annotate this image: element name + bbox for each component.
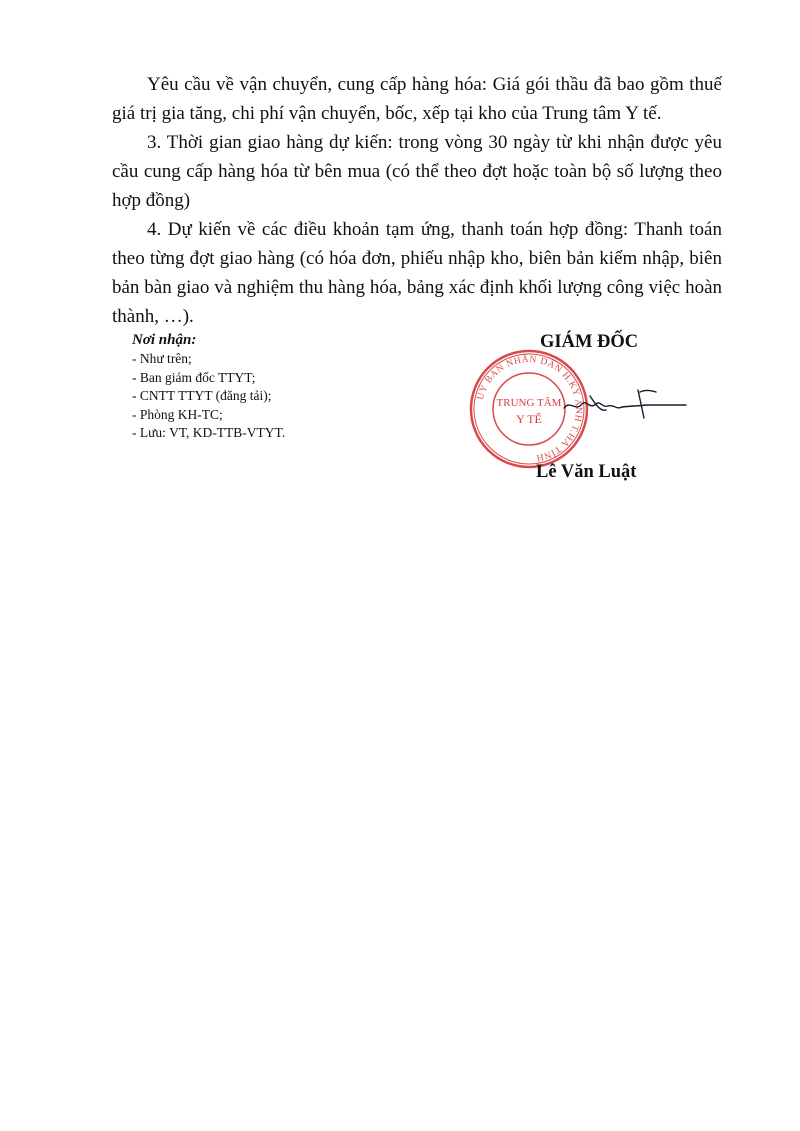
recipient-item: - CNTT TTYT (đăng tải); [132,388,272,403]
signer-name: Lê Văn Luật [536,462,637,482]
recipient-item: - Ban giám đốc TTYT; [132,369,256,385]
recipient-item: - Như trên; [132,351,192,366]
paragraph-payment-terms: 4. Dự kiến về các điều khoản tạm ứng, thanh toán hợp đồng: Thanh toán theo từng đợt giao hàng (có hóa đơn, phiếu nhập kho, biên bản kiểm nhập, biên bản bàn giao và nghiệm thu hàng hóa, bảng xác định khối lượng công việc hoàn thành, …). [112,219,722,327]
handwritten-signature-icon [560,382,690,426]
signer-title: GIÁM ĐỐC [540,332,639,352]
body-text [112,70,722,331]
recipients-list [132,350,432,443]
recipient-item: - Lưu: VT, KD-TTB-VTYT. [132,425,286,440]
svg-text:UỶ BAN NHÂN DÂN H.KỲ ANH T.HÀ: UỶ BAN NHÂN DÂN H.KỲ ANH T.HÀ TĨNH [475,354,584,463]
recipients-title: Nơi nhận: [132,332,197,348]
recipients-block [132,331,432,443]
svg-text:Y TẾ: Y TẾ [516,412,542,426]
paragraph-delivery-time: 3. Thời gian giao hàng dự kiến: trong vòng 30 ngày từ khi nhận được yêu cầu cung cấp hàng hóa từ bên mua (có thể theo đợt hoặc toàn bộ số lượng theo hợp đồng) [112,132,722,211]
paragraph-transport: Yêu cầu về vận chuyển, cung cấp hàng hóa: Giá gói thầu đã bao gồm thuế giá trị gia tăng, chi phí vận chuyển, bốc, xếp tại kho của Trung tâm Y tế. [112,74,722,124]
recipient-item: - Phòng KH-TC; [132,406,223,422]
svg-text:TRUNG TÂM: TRUNG TÂM [496,397,562,409]
